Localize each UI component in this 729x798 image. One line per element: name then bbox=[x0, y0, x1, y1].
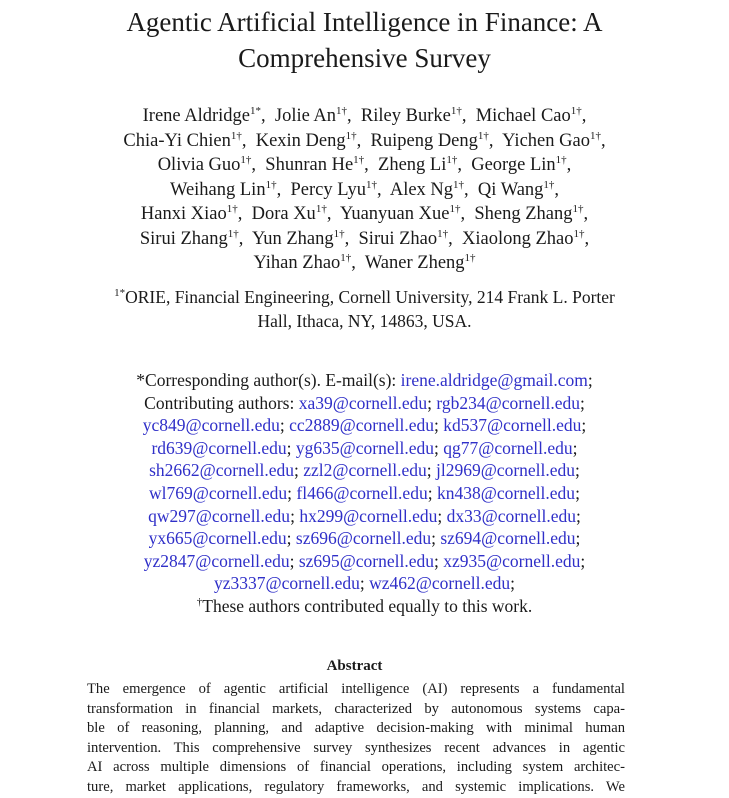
author-affiliation-mark: 1† bbox=[477, 129, 489, 142]
separator: , bbox=[251, 155, 266, 175]
author-affiliation-mark: 1† bbox=[240, 154, 252, 166]
separator: , bbox=[261, 106, 275, 126]
author-affiliation-mark: 1* bbox=[250, 105, 261, 117]
email-link[interactable]: xa39@cornell.edu bbox=[298, 392, 428, 413]
author bbox=[256, 131, 357, 151]
equal-contribution-note bbox=[60, 595, 669, 618]
corresponding-author-line bbox=[60, 369, 669, 392]
author-name: Alex Ng bbox=[389, 179, 454, 200]
author-affiliation-mark: 1† bbox=[336, 105, 348, 117]
author-name: Sheng Zhang bbox=[474, 204, 573, 224]
separator: ; bbox=[434, 437, 444, 458]
separator: ; bbox=[431, 528, 441, 549]
author-affiliation-mark: 1† bbox=[572, 203, 584, 215]
title-line-2: Comprehensive Survey bbox=[238, 43, 491, 73]
affiliation bbox=[50, 285, 679, 333]
author-affiliation-mark: 1† bbox=[446, 154, 458, 166]
separator: ; bbox=[289, 550, 299, 571]
author-row bbox=[30, 104, 699, 129]
separator: , bbox=[364, 155, 379, 175]
author-name: Michael Cao bbox=[475, 106, 571, 126]
email-line bbox=[60, 459, 669, 482]
separator: , bbox=[488, 130, 503, 151]
email-line bbox=[60, 482, 669, 505]
author-affiliation-mark: 1† bbox=[365, 178, 377, 191]
author-affiliation-mark: 1† bbox=[227, 227, 239, 240]
email-link[interactable]: yz2847@cornell.edu bbox=[143, 550, 290, 571]
author-name: Sirui Zhao bbox=[358, 228, 438, 249]
author bbox=[290, 180, 377, 200]
email-link[interactable]: wl769@cornell.edu bbox=[149, 482, 288, 503]
separator: ; bbox=[287, 482, 297, 503]
email-line bbox=[60, 505, 669, 528]
separator: , bbox=[460, 204, 475, 224]
author bbox=[265, 155, 364, 175]
abstract-line: AI across multiple dimensions of financial operations, including system architec- bbox=[87, 759, 625, 776]
separator: ; bbox=[572, 437, 578, 458]
abstract-line: transformation in financial markets, characterized by autonomous systems capa- bbox=[87, 700, 625, 717]
author bbox=[462, 229, 585, 249]
author-name: Xiaolong Zhao bbox=[462, 228, 574, 249]
email-link[interactable]: zzl2@cornell.edu bbox=[303, 460, 427, 481]
separator: , bbox=[356, 130, 371, 151]
author-list bbox=[30, 104, 699, 276]
separator: , bbox=[464, 179, 478, 200]
separator: , bbox=[326, 204, 341, 224]
email-link[interactable]: yz3337@cornell.edu bbox=[214, 573, 360, 594]
abstract-line: ture, market applications, regulatory frameworks, and systemic implications. We bbox=[87, 778, 625, 795]
separator: ; bbox=[437, 505, 447, 526]
author-row bbox=[30, 153, 699, 178]
author-affiliation-mark: 1† bbox=[464, 252, 476, 264]
author bbox=[170, 180, 277, 200]
affiliation-line-2: Hall, Ithaca, NY, 14863, USA. bbox=[257, 311, 472, 331]
author-name: Yihan Zhao bbox=[253, 253, 341, 273]
author-affiliation-mark: 1† bbox=[437, 227, 449, 240]
author bbox=[252, 229, 345, 249]
author-affiliation-mark: 1† bbox=[333, 227, 345, 240]
email-link[interactable]: qw297@cornell.edu bbox=[148, 505, 291, 526]
separator: , bbox=[448, 228, 463, 249]
author-affiliation-mark: 1† bbox=[315, 203, 327, 215]
author-name: Hanxi Xiao bbox=[140, 204, 227, 224]
separator: ; bbox=[575, 482, 580, 503]
author-row bbox=[30, 251, 699, 276]
email-link[interactable]: cc2889@cornell.edu bbox=[289, 415, 435, 436]
author-affiliation-mark: 1† bbox=[453, 178, 465, 191]
separator: ; bbox=[293, 460, 304, 481]
author-name: Shunran He bbox=[265, 155, 354, 175]
author-row bbox=[30, 202, 699, 227]
author-name: Dora Xu bbox=[251, 204, 316, 224]
email-link[interactable]: kn438@cornell.edu bbox=[436, 482, 576, 503]
author-name: Ruipeng Deng bbox=[370, 130, 478, 151]
email-link[interactable]: hx299@cornell.edu bbox=[299, 505, 438, 526]
separator: , bbox=[457, 155, 472, 175]
email-link[interactable]: yc849@cornell.edu bbox=[142, 415, 280, 436]
separator: , bbox=[276, 179, 291, 200]
author bbox=[141, 204, 238, 224]
author bbox=[158, 155, 252, 175]
author-affiliation-mark: 1† bbox=[450, 105, 462, 117]
dagger-mark: † bbox=[196, 595, 203, 608]
paper-title bbox=[0, 4, 729, 76]
email-link[interactable]: jl2969@cornell.edu bbox=[435, 460, 576, 481]
author-affiliation-mark: 1† bbox=[340, 252, 352, 264]
author-affiliation-mark: 1† bbox=[449, 203, 461, 215]
author-name: Qi Wang bbox=[477, 179, 544, 200]
author bbox=[390, 180, 464, 200]
separator: , bbox=[241, 130, 256, 151]
contributing-label: Contributing authors: bbox=[144, 392, 299, 413]
separator: ; bbox=[426, 460, 436, 481]
separator: ; bbox=[575, 460, 580, 481]
email-link[interactable]: rgb234@cornell.edu bbox=[436, 392, 580, 413]
abstract-line: The emergence of agentic artificial intelligence (AI) represents a fundamental bbox=[87, 681, 625, 697]
separator: , bbox=[376, 179, 390, 200]
abstract-line: ble of reasoning, planning, and adaptive decision-making with minimal human bbox=[87, 720, 625, 737]
affiliation-text-1: ORIE, Financial Engineering, Cornell University, 214 Frank L. Porter bbox=[125, 287, 615, 307]
author-row bbox=[30, 227, 699, 252]
author bbox=[478, 180, 554, 200]
email-line bbox=[60, 414, 669, 437]
separator: ; bbox=[427, 392, 437, 413]
separator: , bbox=[351, 253, 365, 273]
separator: ; bbox=[279, 415, 290, 436]
email-link[interactable]: wz462@cornell.edu bbox=[369, 573, 511, 594]
author-affiliation-mark: 1† bbox=[265, 178, 277, 191]
separator: ; bbox=[576, 505, 581, 526]
author-name: Zheng Li bbox=[378, 155, 447, 175]
email-line bbox=[60, 572, 669, 595]
author-affiliation-mark: 1† bbox=[573, 227, 585, 240]
author bbox=[143, 106, 261, 126]
email-line bbox=[60, 437, 669, 460]
author-name: Chia-Yi Chien bbox=[123, 130, 231, 151]
author-affiliation-mark: 1† bbox=[589, 129, 601, 142]
author-name: Kexin Deng bbox=[255, 130, 346, 151]
author bbox=[371, 131, 489, 151]
author-name: Jolie An bbox=[274, 106, 337, 126]
separator: ; bbox=[359, 573, 370, 594]
email-link[interactable]: xz935@cornell.edu bbox=[443, 550, 581, 571]
email-link[interactable]: dx33@cornell.edu bbox=[446, 505, 577, 526]
author-name: Yun Zhang bbox=[251, 228, 334, 249]
email-line bbox=[60, 527, 669, 550]
abstract-heading: Abstract bbox=[326, 658, 383, 674]
separator: , bbox=[344, 228, 359, 249]
author bbox=[474, 204, 583, 224]
email-link[interactable]: rd639@cornell.edu bbox=[151, 437, 287, 458]
affiliation-mark: 1* bbox=[114, 287, 126, 299]
separator: ; bbox=[580, 550, 586, 571]
author-affiliation-mark: 1† bbox=[226, 203, 238, 215]
separator: ; bbox=[427, 482, 437, 503]
author bbox=[502, 131, 601, 151]
separator: , bbox=[583, 204, 589, 224]
separator: ; bbox=[286, 437, 296, 458]
author-row bbox=[30, 178, 699, 203]
email-link[interactable]: kd537@cornell.edu bbox=[443, 415, 582, 436]
separator: , bbox=[554, 179, 560, 200]
affiliation-line-1 bbox=[50, 285, 679, 309]
author-name: Yuanyuan Xue bbox=[340, 204, 450, 224]
author-name: Sirui Zhang bbox=[139, 228, 228, 249]
email-link[interactable]: yg635@cornell.edu bbox=[295, 437, 435, 458]
email-line bbox=[60, 392, 669, 415]
separator: , bbox=[461, 106, 476, 126]
author-affiliation-mark: 1† bbox=[345, 129, 357, 142]
author-name: Riley Burke bbox=[360, 106, 451, 126]
separator: , bbox=[237, 204, 252, 224]
email-link[interactable]: yx665@cornell.edu bbox=[148, 528, 287, 549]
separator: , bbox=[238, 228, 252, 249]
email-link[interactable]: sh2662@cornell.edu bbox=[149, 460, 294, 481]
abstract-body bbox=[87, 680, 625, 798]
author-name: Weihang Lin bbox=[169, 179, 266, 200]
author bbox=[140, 229, 239, 249]
author bbox=[359, 229, 449, 249]
separator: , bbox=[600, 130, 606, 151]
author bbox=[340, 204, 460, 224]
equal-contribution-text: These authors contributed equally to this work. bbox=[202, 595, 533, 616]
correspondence-block bbox=[60, 369, 669, 618]
separator: ; bbox=[434, 415, 444, 436]
author bbox=[365, 253, 476, 273]
author-affiliation-mark: 1† bbox=[543, 178, 555, 191]
author bbox=[253, 253, 351, 273]
author-affiliation-mark: 1† bbox=[230, 129, 242, 142]
separator: ; bbox=[510, 573, 515, 594]
corresponding-email-link[interactable]: irene.aldridge@gmail.com bbox=[400, 370, 588, 390]
email-link[interactable]: fl466@cornell.edu bbox=[296, 482, 428, 503]
author-name: Irene Aldridge bbox=[142, 106, 250, 126]
separator: , bbox=[581, 106, 587, 126]
author bbox=[275, 106, 347, 126]
author-name: Olivia Guo bbox=[157, 155, 241, 175]
author-name: George Lin bbox=[471, 155, 556, 175]
separator: ; bbox=[290, 505, 300, 526]
author-row bbox=[30, 129, 699, 154]
separator: ; bbox=[286, 528, 296, 549]
email-link[interactable]: qg77@cornell.edu bbox=[443, 437, 573, 458]
author-affiliation-mark: 1† bbox=[353, 154, 365, 166]
author bbox=[123, 131, 241, 151]
author bbox=[252, 204, 327, 224]
abstract-line: intervention. This comprehensive survey synthesizes recent advances in agentic bbox=[87, 739, 625, 756]
corresponding-label: *Corresponding author(s). E-mail(s): bbox=[136, 370, 401, 390]
title-line-1: Agentic Artificial Intelligence in Finance: A bbox=[126, 7, 603, 37]
separator: ; bbox=[434, 550, 444, 571]
separator: ; bbox=[587, 370, 593, 390]
author-affiliation-mark: 1† bbox=[555, 154, 567, 166]
separator: ; bbox=[581, 415, 587, 436]
email-link[interactable]: sz695@cornell.edu bbox=[298, 550, 435, 571]
author-affiliation-mark: 1† bbox=[570, 105, 582, 117]
author-name: Yichen Gao bbox=[502, 130, 590, 151]
author bbox=[476, 106, 582, 126]
separator: , bbox=[584, 228, 590, 249]
author-name: Percy Lyu bbox=[290, 179, 366, 200]
separator: ; bbox=[575, 528, 581, 549]
author bbox=[361, 106, 462, 126]
author bbox=[378, 155, 457, 175]
separator: , bbox=[566, 155, 572, 175]
author-name: Waner Zheng bbox=[364, 253, 465, 273]
email-link[interactable]: sz696@cornell.edu bbox=[295, 528, 432, 549]
separator: ; bbox=[579, 392, 585, 413]
email-link[interactable]: sz694@cornell.edu bbox=[440, 528, 576, 549]
email-line bbox=[60, 550, 669, 573]
author bbox=[471, 155, 566, 175]
separator: , bbox=[347, 106, 361, 126]
